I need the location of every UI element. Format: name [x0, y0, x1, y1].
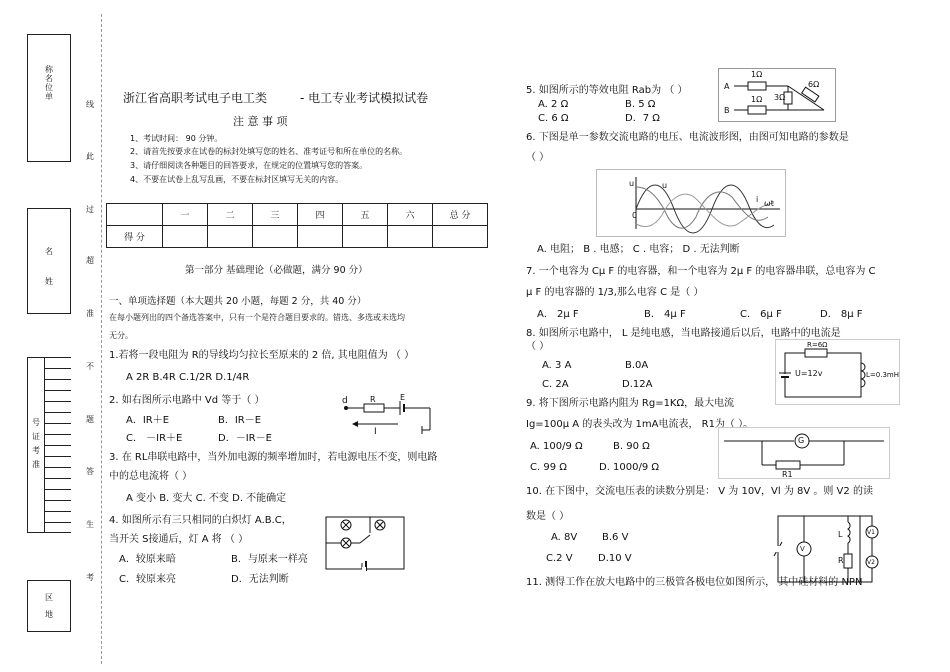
q5-fig-label-r3: 3Ω [774, 93, 786, 102]
q6-fig-label-origin: 0 [632, 211, 638, 220]
q2-stem: 2. 如右图所示电路中 Vd 等于（ ） [109, 395, 265, 406]
q3-stem: 3. 在 RL串联电路中，当外加电源的频率增加时，若电源电压不变，则电路 [109, 452, 438, 463]
q2-fig-label-e: E [400, 393, 406, 402]
q7-stem-cont: μ F 的电容器的 1/3,那么电容 C 是（ ） [526, 287, 704, 298]
fold-char-7: 题 [86, 415, 94, 424]
q3-stem-cont: 中的总电流将（ ） [109, 471, 193, 482]
q9-stem: 9. 将下图所示电路内阻为 Rg=1KΩ，最大电流 [526, 398, 735, 409]
q11-stem: 11. 测得工作在放大电路中的三极管各极电位如图所示， 其中硅材料的 NPN [526, 577, 863, 588]
q2-option-d: D．－IR－E [218, 433, 272, 444]
score-table-header-row [107, 204, 488, 226]
region-label: 区地 [45, 593, 53, 619]
fold-char-1: 线 [86, 100, 94, 109]
q5-option-b: B. 5 Ω [625, 99, 656, 110]
name-box [27, 208, 71, 314]
q8-option-c: C. 2A [542, 379, 569, 390]
q8-stem: 8. 如图所示电路中， L 是纯电感，当电路接通后以后，电路中的电流是 [526, 328, 841, 339]
q6-fig-label-u: u [629, 179, 635, 188]
score-table [106, 203, 488, 248]
q2-fig-label-i: I [374, 427, 377, 437]
q5-fig-label-r4: 6Ω [808, 80, 820, 89]
q8-stem-cont: （ ） [526, 341, 550, 352]
fold-line [101, 14, 102, 664]
q10-stem-cont: 数是（ ） [526, 511, 570, 522]
score-cell[interactable] [298, 226, 343, 248]
q2-fig-label-r: R [370, 395, 376, 404]
score-cell[interactable] [253, 226, 298, 248]
q2-option-a: A．IR＋E [126, 415, 170, 426]
q6-options: A. 电阻； B . 电感； C . 电容； D . 无法判断 [537, 244, 740, 255]
q6-stem-cont: （ ） [526, 152, 550, 163]
score-cell[interactable] [163, 226, 208, 248]
score-header-cell: 总 分 [433, 204, 488, 226]
q4-option-b: B．与原来一样亮 [231, 554, 308, 565]
q9-option-d: D. 1000/9 Ω [599, 462, 660, 473]
q6-fig-label-i: i [756, 195, 759, 204]
notice-heading: 注 意 事 项 [233, 115, 288, 128]
q10-fig-label-v: V [800, 545, 805, 553]
q5-option-c: C. 6 Ω [538, 113, 569, 124]
q4-option-c: C．较原来亮 [119, 574, 176, 585]
unit-name-label: 称名位单 [45, 65, 53, 101]
score-header-cell: 二 [208, 204, 253, 226]
q9-option-a: A. 100/9 Ω [530, 441, 583, 452]
q8-option-b: B.0A [625, 360, 649, 371]
q6-stem: 6. 下图是单一参数交流电路的电压、电流波形图，由图可知电路的参数是 [526, 132, 849, 143]
instructions-line-1: 在每小题列出的四个备选答案中，只有一个是符合题目要求的。错选、多选或未选均 [109, 313, 405, 322]
q7-stem: 7. 一个电容为 Cμ F 的电容器，和一个电容为 2μ F 的电容器串联，总电容为 C [526, 266, 876, 277]
q5-fig-label-r2: 1Ω [751, 95, 763, 104]
fold-char-10: 考 [86, 573, 94, 582]
q5-fig-label-a: A [724, 82, 730, 91]
q7-option-d: D． 8μ F [820, 309, 863, 320]
score-header-cell [107, 204, 163, 226]
q10-fig-label-v1: V1 [867, 529, 875, 536]
q10-fig-label-v2: V2 [867, 559, 875, 566]
q6-waveform-figure [596, 169, 786, 237]
name-label: 名姓 [45, 247, 53, 286]
q8-option-d: D.12A [622, 379, 653, 390]
q9-option-c: C. 99 Ω [530, 462, 567, 473]
score-header-cell: 五 [343, 204, 388, 226]
q2-circuit-figure [338, 393, 438, 440]
q5-resistor-network-figure [718, 68, 836, 122]
instructions-line-2: 无分。 [109, 331, 133, 340]
q8-option-a: A. 3 A [542, 360, 572, 371]
score-row-label: 得 分 [107, 226, 163, 248]
score-header-cell: 六 [388, 204, 433, 226]
q3-options: A 变小 B. 变大 C. 不变 D. 不能确定 [126, 493, 287, 504]
region-box [27, 580, 71, 632]
score-cell[interactable] [388, 226, 433, 248]
q8-fig-label-l: L=0.3mH [866, 371, 899, 379]
q6-fig-label-u2: u [662, 181, 668, 190]
q10-option-c: C.2 V [546, 553, 573, 564]
q9-fig-label-g: G [798, 436, 805, 445]
q7-option-a: A． 2μ F [537, 309, 579, 320]
page-title: 浙江省高职考试电子电工类 [123, 91, 268, 105]
q7-option-b: B． 4μ F [644, 309, 686, 320]
q9-ammeter-figure [718, 427, 890, 479]
q8-fig-label-r: R=6Ω [807, 341, 828, 349]
q5-stem: 5. 如图所示的等效电阻 Rab为 （ ） [526, 85, 688, 96]
q5-fig-label-b: B [724, 106, 730, 115]
notice-3: 3、请仔细阅读各种题目的回答要求，在规定的位置填写您的答案。 [130, 161, 368, 170]
q9-fig-label-r1: R1 [782, 470, 793, 479]
fold-char-4: 超 [86, 256, 94, 265]
notice-4: 4、不要在试卷上乱写乱画，不要在标封区填写无关的内容。 [130, 175, 344, 184]
q10-fig-label-l: L [838, 530, 843, 539]
q7-option-c: C． 6μ F [740, 309, 782, 320]
score-cell[interactable] [433, 226, 488, 248]
section-title: 一、单项选择题（本大题共 20 小题，每题 2 分，共 40 分） [109, 296, 367, 307]
score-table-row [107, 226, 488, 248]
q1-stem: 1.若将一段电阻为 R的导线均匀拉长至原来的 2 倍, 其电阻值为 （ ） [109, 350, 415, 361]
score-header-cell: 一 [163, 204, 208, 226]
notice-2: 2、请首先按要求在试卷的标封处填写您的姓名、准考证号和所在单位的名称。 [130, 147, 408, 156]
exam-id-box [27, 357, 71, 533]
q4-lamp-circuit-figure [318, 511, 410, 577]
q8-rl-circuit-figure [775, 339, 900, 405]
q5-fig-label-r1: 1Ω [751, 70, 763, 79]
q9-option-b: B. 90 Ω [613, 441, 650, 452]
q4-stem: 4. 如图所示有三只相同的白炽灯 A.B.C， [109, 515, 292, 526]
q4-option-a: A．较原来暗 [119, 554, 176, 565]
q8-fig-label-u: U=12v [795, 369, 823, 378]
q6-fig-label-wt: ωt [764, 199, 774, 208]
fold-char-3: 过 [86, 205, 94, 214]
q10-fig-label-r: R [838, 556, 844, 565]
q10-option-d: D.10 V [598, 553, 632, 564]
fold-char-8: 答 [86, 467, 94, 476]
fold-char-9: 生 [86, 520, 94, 529]
q2-option-c: C． －IR＋E [126, 433, 183, 444]
score-cell[interactable] [343, 226, 388, 248]
part1-title: 第一部分 基础理论（必做题，满分 90 分） [185, 265, 368, 276]
notice-1: 1、考试时间： 90 分钟。 [130, 134, 223, 143]
fold-char-6: 不 [86, 362, 94, 371]
score-header-cell: 三 [253, 204, 298, 226]
fold-char-2: 此 [86, 152, 94, 161]
q5-option-a: A. 2 Ω [538, 99, 569, 110]
exam-id-label: 号证考准 [32, 418, 40, 469]
q9-stem-cont: Ig=100μ A 的表头改为 1mA电流表， R1为（ ）。 [526, 419, 754, 430]
q4-option-d: D．无法判断 [231, 574, 289, 585]
q4-stem-cont: 当开关 S接通后，灯 A 将 （ ） [109, 534, 249, 545]
page-title-suffix: - 电工专业考试模拟试卷 [300, 91, 429, 105]
q1-options: A 2R B.4R C.1/2R D.1/4R [126, 372, 250, 383]
q2-fig-label-d: d [342, 396, 348, 406]
exam-id-grid [44, 358, 71, 532]
score-cell[interactable] [208, 226, 253, 248]
q10-option-a: A. 8V [551, 532, 578, 543]
q5-option-d: D．7 Ω [625, 113, 660, 124]
q2-option-b: B．IR－E [218, 415, 262, 426]
fold-char-5: 准 [86, 309, 94, 318]
score-header-cell: 四 [298, 204, 343, 226]
unit-name-box [27, 34, 71, 162]
q10-stem: 10. 在下图中，交流电压表的读数分别是： V 为 10V，Vl 为 8V 。则 V2 的读 [526, 486, 873, 497]
q10-option-b: B.6 V [602, 532, 629, 543]
